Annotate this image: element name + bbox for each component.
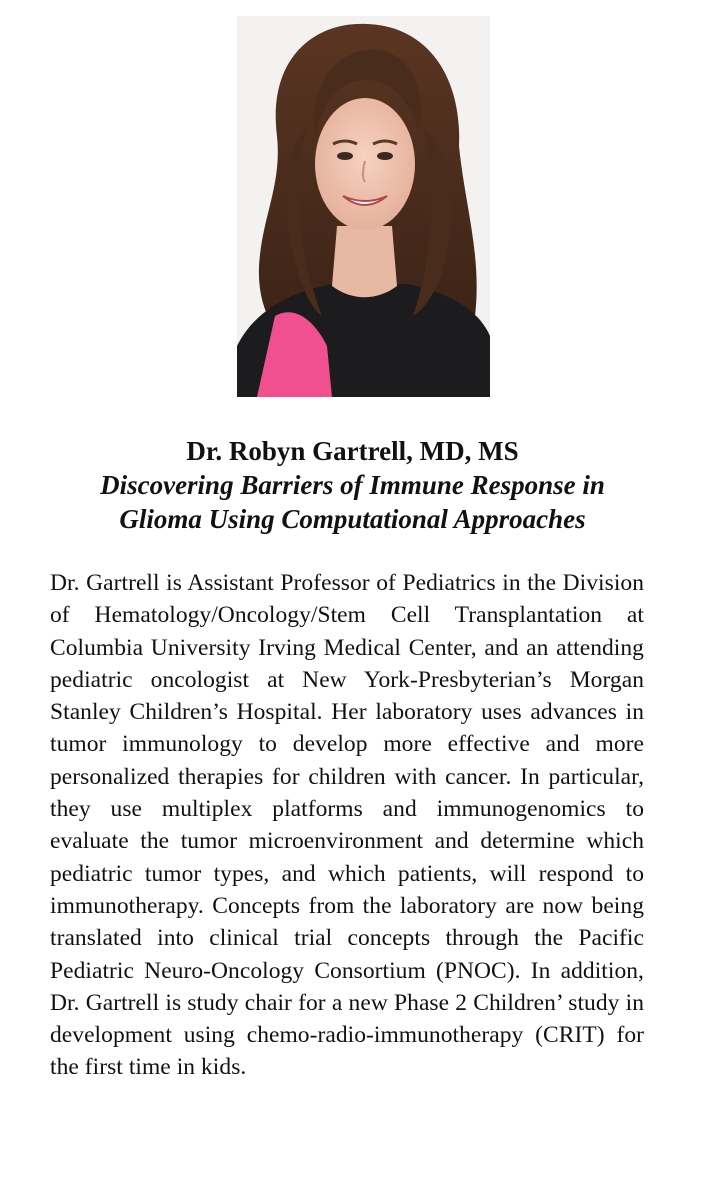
talk-title-line-1: Discovering Barriers of Immune Response in bbox=[100, 470, 605, 500]
portrait-photo bbox=[237, 16, 490, 397]
talk-title-line-2: Glioma Using Computational Approaches bbox=[119, 504, 586, 534]
speaker-name: Dr. Robyn Gartrell, MD, MS bbox=[186, 436, 519, 466]
speaker-photo bbox=[237, 16, 490, 397]
speaker-bio: Dr. Gartrell is Assistant Professor of Pediatrics in the Division of Hematology/Oncology/Stem Cell Transplantation at Columbia University Irving Medical Center, and an attending pediatric oncologist at New York-Presbyterian’s Morgan Stanley Children’s Hospital. Her laboratory uses advances in tumor immunology to develop more effective and more personalized therapies for children with cancer. In particular, they use multiplex platforms and immunogenomics to evaluate the tumor microenvironment and determine which pediatric tumor types, and which patients, will respond to immunotherapy. Concepts from the laboratory are now being translated into clinical trial concepts through the Pacific Pediatric Neuro-Oncology Consortium (PNOC). In addition, Dr. Gartrell is study chair for a new Phase 2 Children’ study in development using chemo-radio-immunotherapy (CRIT) for the first time in kids. bbox=[50, 570, 644, 1081]
title-block bbox=[0, 434, 705, 536]
